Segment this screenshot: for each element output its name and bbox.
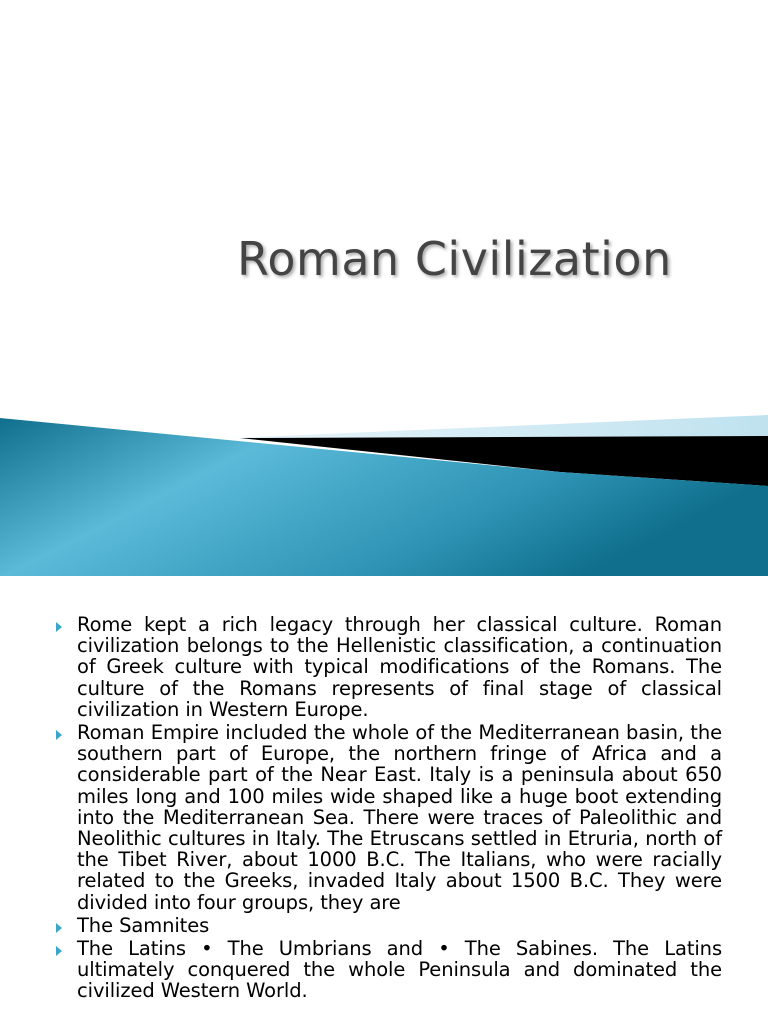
- bullet-item: [53, 614, 722, 720]
- triangle-right-icon: [56, 730, 62, 740]
- content-slide: [0, 576, 768, 1024]
- bullet-item: [53, 722, 722, 913]
- banner-pale-band: [230, 415, 768, 438]
- triangle-right-icon: [56, 622, 62, 632]
- bullet-item: [53, 938, 722, 1002]
- decorative-banner: [0, 410, 768, 576]
- bullet-item: [53, 915, 722, 936]
- bullet-text: Rome kept a rich legacy through her classical culture. Roman civilization belongs to the Hellenistic classification, a continuation of Greek culture with typical modifications of the Romans. The culture of the Romans represents of final stage of classical civilization in Western Europe.: [77, 613, 722, 721]
- bullet-text: The Latins • The Umbrians and • The Sabines. The Latins ultimately conquered the whole Peninsula and dominated the civilized Western World.: [77, 937, 722, 1003]
- bullet-list: [53, 614, 722, 1004]
- triangle-right-icon: [56, 923, 62, 933]
- bullet-text: The Samnites: [77, 913, 210, 937]
- slide-title: Roman Civilization: [237, 232, 672, 286]
- triangle-right-icon: [56, 946, 62, 956]
- bullet-text: Roman Empire included the whole of the Mediterranean basin, the southern part of Europe, the northern fringe of Africa and a considerable part of the Near East. Italy is a peninsula about 650 miles long and 100 miles wide shaped like a huge boot extending into the Mediterranean Sea. There were traces of Paleolithic and Neolithic cultures in Italy. The Etruscans settled in Etruria, north of the Tibet River, about 1000 B.C. The Italians, who were racially related to the Greeks, invaded Italy about 1500 B.C. They were divided into four groups, they are: [77, 721, 722, 914]
